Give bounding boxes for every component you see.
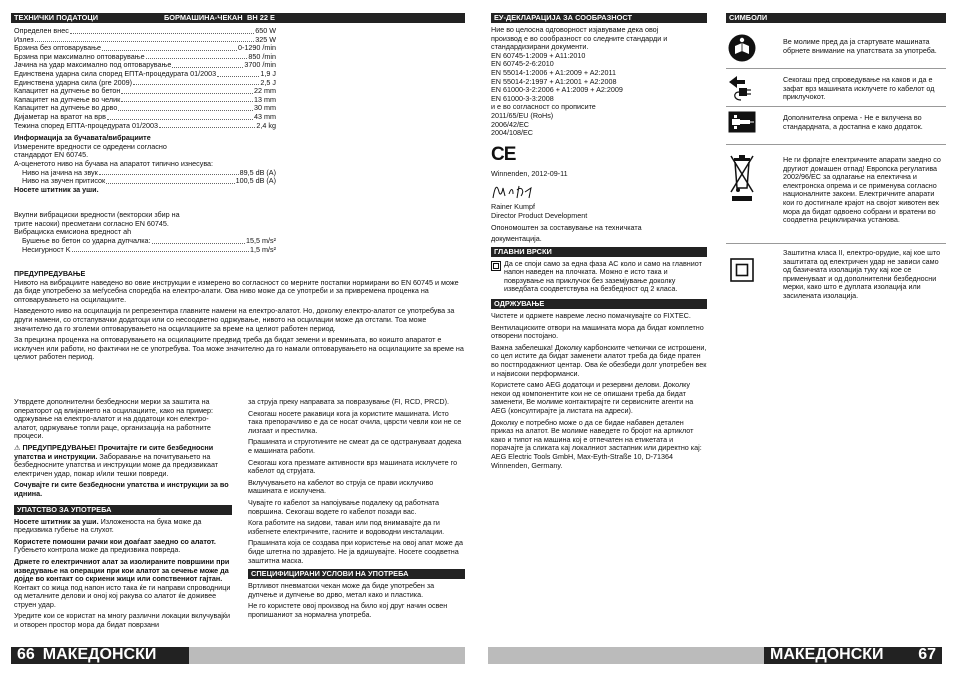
keep-instructions: Сочувајте ги сите безбедносни упатства и инструкции за во иднина. bbox=[14, 480, 229, 498]
spec-label: Излез bbox=[14, 35, 34, 44]
accessory-icon bbox=[726, 110, 758, 134]
noise-title: Информација за бучавата/вибрациите bbox=[14, 133, 151, 143]
spec-label: Ниво на јачина на звук bbox=[22, 168, 98, 177]
spec-row bbox=[14, 70, 276, 79]
symbol-text-class-ii: Заштитна класа II, електро-орудие, кај кое што заштитата од електричен удар не зависи само од базичната изолација туку кај кое се применуваат и од дополнителни безбедносни мерки, како што е дуплата изолација или засилената изолација. bbox=[783, 248, 941, 300]
col2-para-1: за струја преку направата за повразување (FI, RCD, PRCD). bbox=[248, 397, 449, 406]
usage-para bbox=[14, 538, 232, 555]
spec-row bbox=[14, 104, 276, 113]
vibration-row bbox=[14, 237, 276, 246]
spec-value: 13 mm bbox=[254, 95, 276, 104]
spec-value: 89,5 dB (A) bbox=[239, 168, 276, 177]
double-insulation-icon bbox=[491, 261, 501, 271]
spec-value: 850 /min bbox=[248, 52, 276, 61]
usage-para bbox=[14, 518, 232, 535]
vibration-intro-line: трите насоки) пресметани согласно EN 60745. bbox=[14, 218, 169, 228]
conditions-header: СПЕЦИФИЦИРАНИ УСЛОВИ НА УПОТРЕБА bbox=[248, 569, 465, 579]
language-label-left: МАКЕДОНСКИ bbox=[42, 646, 157, 664]
spec-row bbox=[14, 87, 276, 96]
spec-header-model-code: BH 22 E bbox=[247, 13, 275, 22]
spec-value: 2,5 J bbox=[260, 78, 276, 87]
spec-row bbox=[14, 53, 276, 62]
eu-line: и е во согласност со прописите bbox=[491, 102, 596, 112]
ce-mark: CE bbox=[491, 143, 516, 165]
usage-para-bold: Држете го електричниот алат за изолираните површини при изведување на операции при кои алатот за сечење може да дојде во контакт со скриени жици или сопствениот гајтан. bbox=[14, 556, 230, 584]
spec-label: Тежина според ЕПТА-процедурата 01/2003 bbox=[14, 121, 158, 130]
spec-label: Определен внес bbox=[14, 27, 69, 35]
spec-label: Несигурност K bbox=[22, 245, 71, 254]
spec-label: Капацитет на дупчење во дрво bbox=[14, 104, 118, 113]
symbol-divider bbox=[726, 68, 946, 69]
dot-leader bbox=[99, 169, 239, 176]
authorized-line-2: документација. bbox=[491, 234, 542, 244]
spec-header-title: ТЕХНИЧКИ ПОДАТОЦИ bbox=[14, 13, 99, 22]
general-warning-bold: ПРЕДУПРЕДУВАЊЕ! Прочитајте ги сите безбедносни упатства и инструкции. bbox=[14, 442, 214, 461]
maintenance-para-4: Користете само AEG додатоци и резервни делови. Доколку некои од компонентите кои не се опишани треба да бидат заменети, Ве молиме контактирајте ги сервисните агенти на AEG (консултирајте ја листата на адреси). bbox=[491, 380, 694, 415]
dot-leader bbox=[121, 96, 253, 103]
maintenance-para-2: Вентилациските отвори на машината мора да бидат комплетно отворени постојано. bbox=[491, 322, 704, 341]
spec-row bbox=[14, 113, 276, 122]
dot-leader bbox=[106, 177, 234, 184]
usage-para-rest: Губењето контрола може да предизвика повреда. bbox=[14, 545, 181, 555]
symbols-header: СИМБОЛИ bbox=[726, 13, 946, 23]
warning-para-1: Нивото на вибрациите наведено во овие инструкции е измерено во согласност со мерните постапки нормирани во EN 60745 и може да биде употребено за меѓусебна споредба на електро-алати. Ова ниво може да се употреби и за привремена проценка на оптоварувањето на осцилациите. bbox=[14, 277, 459, 304]
class-ii-icon bbox=[726, 252, 758, 288]
usage-para-rest: Уредите кои се користат на многу различни локации вклучувајќи и отворен простор мора да бидат поврзани bbox=[14, 611, 231, 630]
spec-value: 15,5 m/s² bbox=[246, 237, 276, 246]
read-manual-icon bbox=[726, 32, 758, 64]
spec-label: Единствена ударна сила според ЕПТА-процедурата 01/2003 bbox=[14, 69, 217, 78]
maintenance-header: ОДРЖУВАЊЕ bbox=[491, 299, 707, 309]
eu-line: 2006/42/EC bbox=[491, 119, 529, 129]
warning-triangle-icon: ⚠ bbox=[14, 442, 21, 452]
spec-row bbox=[14, 122, 276, 131]
col2-para-3: Прашината и струготините не смеат да се одстрануваат додека е машината работи. bbox=[248, 437, 462, 455]
maintenance-para-3: Важна забелешка! Доколку карбонските четкички се истрошени, со цел истите да бидат заменети алатот треба да биде пратен во постпродажниот центар. Ова ќе обезбеди долг употребен век и највисоки перформанси. bbox=[491, 342, 707, 378]
eu-declaration bbox=[491, 13, 707, 473]
general-warning-rest: Заборавање на почитувањето на безбедносните упатства и инструкции може да предизвикаат електричен удар, пожар и/или тешки повреди. bbox=[14, 451, 219, 478]
spec-label: Дијаметар на вратот на врв bbox=[14, 112, 106, 121]
conditions-para-1: Вртливот пневматски чекан може да биде употребен за дупчење и дупчење во дрво, метал како и пластика. bbox=[248, 581, 435, 599]
dot-leader bbox=[152, 237, 245, 244]
warning-title: ПРЕДУПРЕДУВАЊЕ bbox=[14, 269, 86, 278]
spec-header-model-name: БОРМАШИНА-ЧЕКАН bbox=[164, 13, 243, 22]
eu-line: Ние во целосна одговорност изјавуваме дека овој bbox=[491, 25, 659, 34]
general-warning-para bbox=[14, 444, 232, 478]
dot-leader bbox=[133, 79, 259, 86]
eu-line: стандардизирани документи. bbox=[491, 42, 589, 52]
eu-line: EN 61000-3-2:2006 + A1:2009 + A2:2009 bbox=[491, 85, 623, 95]
spec-label: Брзина при максимално оптоварување bbox=[14, 52, 145, 61]
warning-para-3: За прецизна проценка на оптоварувањето на осцилациите предвид треба да бидат земени и времињата, во коишто апаратот е исклучен или работи, но фактички не се употребува. Тоа може значително да го намали оптоварувањето на осцилациите за време на целиот работен период. bbox=[14, 335, 464, 362]
spec-row bbox=[14, 44, 276, 53]
spec-value: 0-1290 /min bbox=[238, 44, 276, 53]
spec-row bbox=[14, 36, 276, 45]
vibration-intro-line: Вкупни вибрациски вредности (векторски збир на bbox=[14, 210, 180, 220]
col2-para-7: Кога работите на ѕидови, таван или под внимавајте да ги избегнете електричните, гасните и водоводни инсталации. bbox=[248, 518, 445, 536]
dot-leader bbox=[35, 36, 255, 43]
spec-row bbox=[14, 27, 276, 36]
usage-para bbox=[14, 612, 232, 629]
noise-intro-line: А-оценетото ниво на бучава на апаратот типично изнесува: bbox=[14, 158, 214, 168]
symbol-text-read-manual: Ве молиме пред да ја стартувате машината обрнете внимание на упатствата за употреба. bbox=[783, 37, 937, 55]
col2-para-2: Секогаш носете ракавици кога ја користите машината. Исто така препорачливо е да се носат очила, цврсти чевли кои не се лизгаат и престилка. bbox=[248, 408, 462, 435]
dot-leader bbox=[217, 70, 259, 77]
vibration-intro-line: Вибрациска емисиона вредност ah bbox=[14, 227, 132, 237]
usage-paragraphs bbox=[14, 518, 232, 630]
dot-leader bbox=[70, 27, 254, 34]
left-footer-bar bbox=[11, 647, 189, 664]
spec-row bbox=[14, 79, 276, 88]
spec-value: 650 W bbox=[255, 27, 276, 35]
spec-label: Јачина на удар максимално под оптоварување bbox=[14, 61, 172, 70]
right-footer-grey bbox=[488, 647, 764, 664]
left-column-1 bbox=[14, 398, 232, 633]
maintenance-para-5: Доколку е потребно може о да се бидае набавен детален приказ на алатот. Ве молиме наведете го бројот на артиклот како и типот на машина кој е отпечатен на етикетата и порачајте ја сликата кај локалниот застапник или директно кај: AEG Electric Tools GmbH, Max-Eyth-Straße 10, D-71364 Winnenden, Germany. bbox=[491, 417, 702, 470]
spec-label: Брзина без оптоварување bbox=[14, 44, 101, 53]
main-connections-header: ГЛАВНИ ВРСКИ bbox=[491, 247, 707, 257]
spec-value: 100,5 dB (A) bbox=[235, 177, 276, 186]
usage-para-bold: Користете помошни рачки кои доаѓаат заедно со алатот. bbox=[14, 536, 216, 546]
dot-leader bbox=[146, 53, 248, 60]
spec-value: 30 mm bbox=[254, 104, 276, 113]
symbol-text-accessory: Дополнителна опрема - Не е вклучена во стандардната, а достапна е како додаток. bbox=[783, 113, 923, 131]
spec-label: Единствена ударна сила (pre 2009) bbox=[14, 78, 133, 87]
usage-header: УПАТСТВО ЗА УПОТРЕБА bbox=[14, 505, 232, 515]
spec-label: Капацитет на дупчење во челик bbox=[14, 95, 121, 104]
col2-para-5: Вклучувањето на кабелот во струја се прави исклучиво машината е исклучена. bbox=[248, 477, 434, 496]
page-number-67: 67 bbox=[918, 646, 936, 664]
conditions-para-2: Не го користете овој производ на било кој друг начин освен пропишаниот за нормална употреба. bbox=[248, 601, 448, 619]
eu-lines bbox=[491, 26, 707, 138]
spec-row bbox=[14, 96, 276, 105]
eu-line: 2004/108/EC bbox=[491, 128, 533, 138]
dot-leader bbox=[159, 122, 255, 129]
vibration-warning-block bbox=[14, 270, 464, 365]
spec-label: Ниво на звучен притисок bbox=[22, 177, 106, 186]
usage-para-rest: Изложеноста на бука може да предизвика губење на слухот. bbox=[14, 516, 202, 535]
symbol-text-weee: Не ги фрлајте електричните апарати заедно со другиот домашен отпад! Европска регулатива 2002/96/EC за одлагање на електична и електронска опрема и се применува согласно националните закони. Електричните апарати кои го достигнале крајот на својот животен век мора да бидат одвоено собрани и вратени во соодветна рециклирачка установа. bbox=[783, 155, 941, 225]
dot-leader bbox=[118, 104, 253, 111]
weee-bin-icon bbox=[726, 150, 758, 206]
language-label-right: МАКЕДОНСКИ bbox=[770, 646, 884, 664]
dot-leader bbox=[121, 87, 253, 94]
col2-para-8: Прашината која се создава при користење на овој апат може да биде штетна по здравјето. Не ја вдишувајте. Носете соодветна заштитна маска. bbox=[248, 538, 463, 565]
right-footer-bar bbox=[764, 647, 942, 664]
spec-value: 3700 /min bbox=[244, 61, 276, 70]
extra-safety-para: Утврдете дополнителни безбедносни мерки за заштита на операторот од влијанието на осцилациите, како на пример: одржување на електро-алатот и на додатоци кон електро-алатот, одржување топли раце, организација на работните процеси. bbox=[14, 397, 214, 441]
eu-header: ЕУ-ДЕКЛАРАЦИЈА ЗА СООБРАЗНОСТ bbox=[491, 13, 707, 23]
eu-line: производ е во сообразност со следните стандарди и bbox=[491, 33, 668, 43]
signature-icon bbox=[491, 182, 551, 202]
page-number-66: 66 bbox=[17, 646, 35, 664]
symbol-text-unplug: Секогаш пред спроведување на каков и да е зафат врз машината исклучете го кабелот од приклучокот. bbox=[783, 75, 935, 102]
spec-value: 43 mm bbox=[254, 112, 276, 121]
usage-para-rest: Контакт со жица под напон исто така ќе ги направи спроводници од металните делови и оној кој ракува со алатот ќе доживее струен удар. bbox=[14, 582, 231, 609]
spec-value: 22 mm bbox=[254, 87, 276, 96]
noise-warning: Носете штитник за уши. bbox=[14, 184, 99, 194]
eu-line: EN 55014-1:2006 + A1:2009 + A2:2011 bbox=[491, 67, 616, 77]
signer-title: Director Product Development bbox=[491, 210, 588, 220]
spec-row bbox=[14, 61, 276, 70]
symbol-divider bbox=[726, 106, 946, 107]
spec-header bbox=[11, 13, 465, 23]
spec-table bbox=[14, 27, 276, 254]
spec-value: 2,4 kg bbox=[256, 121, 276, 130]
unplug-icon bbox=[726, 72, 758, 102]
left-footer-grey bbox=[189, 647, 465, 664]
place-date: Winnenden, 2012-09-11 bbox=[491, 168, 568, 178]
col2-para-4: Секогаш кога презмате активности врз машината исклучете го кабелот од струјата. bbox=[248, 457, 458, 476]
eu-line: EN 55014-2:1997 + A1:2001 + A2:2008 bbox=[491, 76, 617, 86]
symbol-divider bbox=[726, 243, 946, 244]
spec-value: 1,9 J bbox=[260, 69, 276, 78]
usage-para bbox=[14, 558, 232, 610]
signer-name: Rainer Kumpf bbox=[491, 202, 535, 212]
left-footer bbox=[11, 647, 465, 664]
col2-para-6: Чувајте го кабелот за напојување подалеку од работната површина. Секогаш водете го кабелот позади вас. bbox=[248, 497, 439, 516]
left-column-2 bbox=[248, 398, 465, 622]
dot-leader bbox=[102, 44, 237, 51]
dot-leader bbox=[72, 246, 249, 253]
spacer bbox=[14, 194, 276, 211]
eu-line: EN 60745-1:2009 + A11:2010 bbox=[491, 50, 586, 60]
main-connections-row bbox=[491, 260, 707, 297]
symbol-divider bbox=[726, 144, 946, 145]
maintenance-para-1: Чистете и одржете навреме лесно помачкувајте со FIXTEC. bbox=[491, 311, 691, 321]
dot-leader bbox=[172, 61, 243, 68]
right-footer bbox=[488, 647, 942, 664]
eu-line: EN 61000-3-3:2008 bbox=[491, 93, 554, 103]
noise-intro-line: стандардот EN 60745. bbox=[14, 150, 89, 160]
eu-line: 2011/65/EU (RoHs) bbox=[491, 110, 554, 120]
warning-para-2: Наведеното ниво на осцилација ги репрезентира главните намени на електро-алатот. Но, доколку електро-алатот се употребува за други намени, со отстапувачки додатоци или со несоодветно одржување, нивото на осцилации може да отстапи. Тоа може значително да го зголеми оптоварувањето на осцилациите за време на целиот работен период. bbox=[14, 306, 455, 333]
spec-label: Бушење во бетон со ударна дупчалка: bbox=[22, 237, 151, 246]
usage-para-bold: Носете штитник за уши. bbox=[14, 516, 99, 526]
main-connections-text: Да се споји само за една фаза AC коло и само на главниот напон наведен на плочката. Можно е исто така и поврзување на приклучок без заземјување доколку изведбата соодветствува на безбедност од 2 класа. bbox=[504, 258, 702, 294]
spec-label: Капацитет на дупчење во бетон bbox=[14, 87, 121, 96]
noise-row bbox=[14, 169, 276, 178]
spec-value: 325 W bbox=[255, 35, 276, 44]
vibration-row bbox=[14, 246, 276, 255]
authorized-line-1: Опономоштен за составување на техничката bbox=[491, 222, 642, 232]
spec-value: 1,5 m/s² bbox=[250, 245, 276, 254]
eu-line: EN 60745-2-6:2010 bbox=[491, 59, 554, 69]
dot-leader bbox=[107, 113, 253, 120]
noise-intro-line: Измерените вредности се одредени согласно bbox=[14, 141, 167, 151]
